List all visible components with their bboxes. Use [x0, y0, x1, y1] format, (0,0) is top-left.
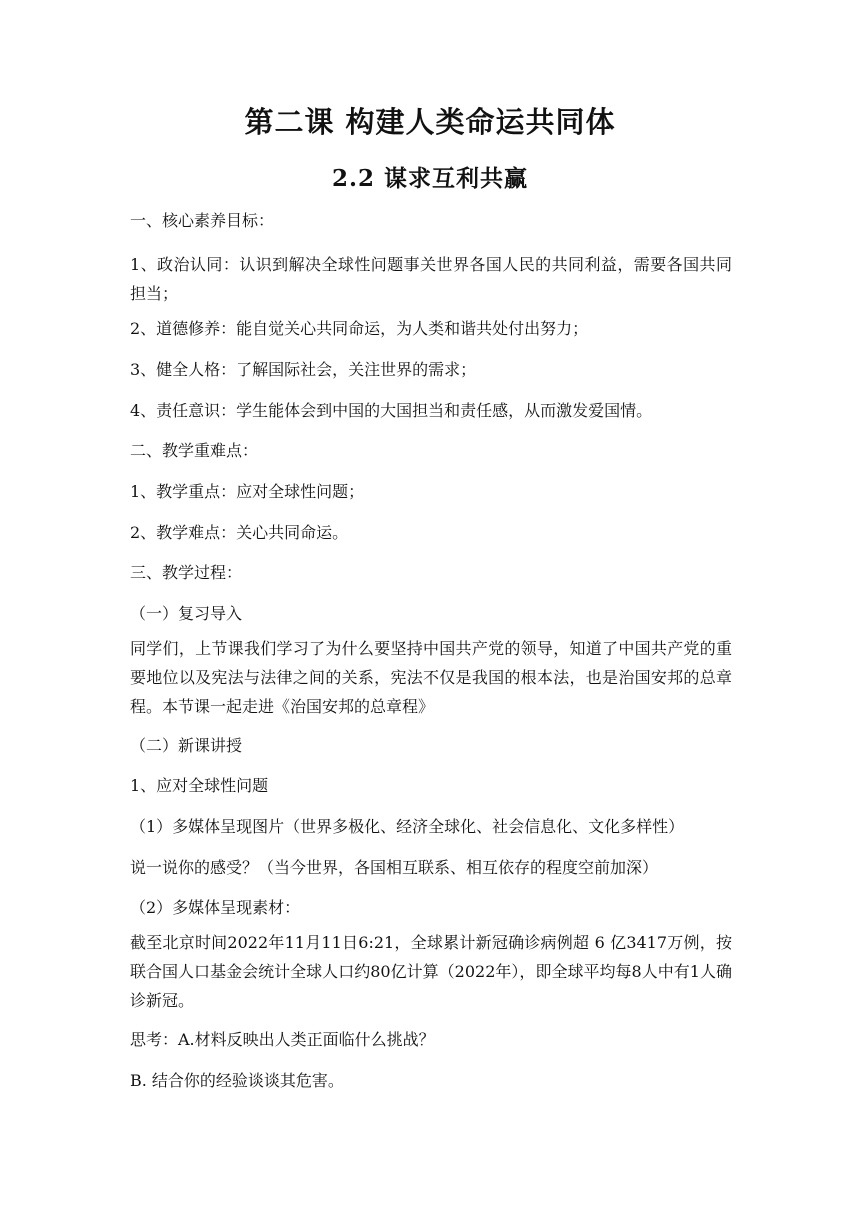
- goal-sound-personality: 3、健全人格：了解国际社会，关注世界的需求；: [130, 360, 477, 379]
- covid-material-text: 截至北京时间2022年11月11日6:21，全球累计新冠确诊病例超 6 亿3417万例，按联合国人口基金会统计全球人口约80亿计算（2022年），即全球平均每8人中有1人确诊新冠。: [130, 933, 732, 1010]
- goal-responsibility: 4、责任意识：学生能体会到中国的大国担当和责任感，从而激发爱国情。: [130, 401, 653, 420]
- section-heading-key-points: 二、教学重难点：: [130, 441, 259, 460]
- multimedia-material-item: （2）多媒体呈现素材：: [130, 898, 301, 917]
- document-subtitle: 2.2 谋求互利共赢: [331, 165, 529, 192]
- thinking-question-b: B. 结合你的经验谈谈其危害。: [130, 1071, 344, 1090]
- section-heading-process: 三、教学过程：: [130, 563, 243, 582]
- section-heading-goals: 一、核心素养目标：: [130, 211, 275, 230]
- thinking-question-a: 思考：A.材料反映出人类正面临什么挑战？: [130, 1030, 435, 1049]
- key-point: 1、教学重点：应对全球性问题；: [130, 482, 365, 501]
- goal-political-identity: 1、政治认同：认识到解决全球性问题事关世界各国人民的共同利益，需要各国共同担当；: [130, 255, 732, 303]
- multimedia-images-item: （1）多媒体呈现图片（世界多极化、经济全球化、社会信息化、文化多样性）: [130, 817, 685, 836]
- subsection-new-lesson: （二）新课讲授: [130, 736, 243, 755]
- document-title: 第二课 构建人类命运共同体: [244, 105, 616, 139]
- review-intro-text: 同学们，上节课我们学习了为什么要坚持中国共产党的领导，知道了中国共产党的重要地位以及宪法与法律之间的关系，宪法不仅是我国的根本法，也是治国安邦的总章程。本节课一起走进《治国安邦的总章程》: [130, 639, 732, 716]
- topic-global-issues: 1、应对全球性问题: [130, 776, 269, 795]
- goal-moral-cultivation: 2、道德修养：能自觉关心共同命运，为人类和谐共处付出努力；: [130, 319, 589, 338]
- discussion-prompt: 说一说你的感受？（当今世界，各国相互联系、相互依存的程度空前加深）: [130, 858, 659, 877]
- difficult-point: 2、教学难点：关心共同命运。: [130, 523, 349, 542]
- subsection-review-intro: （一）复习导入: [130, 604, 243, 623]
